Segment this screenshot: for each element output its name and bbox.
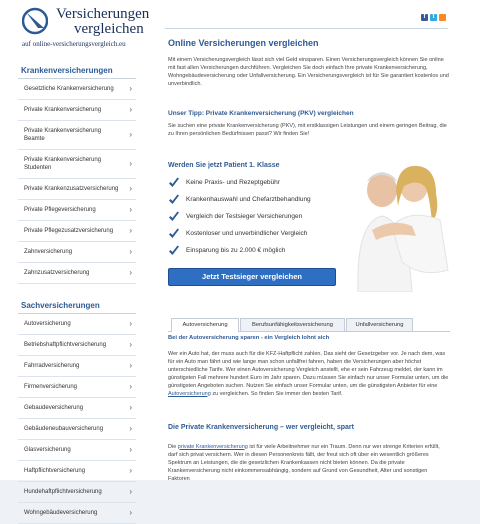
sidebar-item-pkv-beamte[interactable] <box>18 121 136 150</box>
sidebar-item-zahnzusatzversicherung[interactable] <box>18 263 136 284</box>
sidebar-item-gesetzliche-krankenversicherung[interactable] <box>18 79 136 100</box>
sidebar-item-label: Private Krankenversicherung Studenten <box>24 157 102 171</box>
chevron-right-icon: › <box>129 184 132 193</box>
header-divider <box>165 28 448 29</box>
chevron-right-icon: › <box>129 466 132 475</box>
sidebar-heading-kranken: Krankenversicherungen <box>18 64 136 79</box>
chevron-right-icon: › <box>129 508 132 517</box>
tab-panel-paragraph <box>168 350 450 398</box>
sidebar-item-label: Private Pflegeversicherung <box>24 207 96 213</box>
tab-berufsunfähigkeitsversicherung[interactable]: Berufsunfähigkeitsversicherung <box>240 318 345 331</box>
pkv-text-before: Die <box>168 443 177 450</box>
sidebar-item-gebaudeneubau[interactable] <box>18 419 136 440</box>
private-krankenversicherung-link[interactable]: private Krankenversicherung <box>177 443 248 450</box>
sidebar-item-glasversicherung[interactable] <box>18 440 136 461</box>
couple-photo <box>352 160 450 292</box>
sidebar-item-wohngebaude[interactable] <box>18 503 136 524</box>
chevron-right-icon: › <box>129 130 132 139</box>
chevron-right-icon: › <box>129 424 132 433</box>
tipp-heading: Unser Tipp: Private Krankenversicherung (PKV) vergleichen <box>168 110 354 117</box>
promo-heading: Werden Sie jetzt Patient 1. Klasse <box>168 162 280 169</box>
tab-panel-text-after: zu vergleichen. So finden Sie immer den besten Tarif. <box>212 390 343 397</box>
sidebar-item-autoversicherung[interactable] <box>18 314 136 335</box>
autoversicherung-link[interactable]: Autoversicherung <box>168 390 211 397</box>
checkmark-icon <box>168 211 180 223</box>
sidebar-item-pflegezusatzversicherung[interactable] <box>18 221 136 242</box>
sidebar-item-hundehaftpflicht[interactable] <box>18 482 136 503</box>
sidebar-item-label: Gebaudeversicherung <box>24 405 84 411</box>
sidebar-item-label: Gebäudeneubauversicherung <box>24 426 104 432</box>
logo-title-line1: Versicherungen <box>56 6 150 22</box>
sidebar-item-label: Private Krankenversicherung Beamte <box>24 128 102 142</box>
sidebar-item-pflegeversicherung[interactable] <box>18 200 136 221</box>
twitter-icon[interactable]: t <box>430 14 437 21</box>
checkmark-icon <box>168 177 180 189</box>
compare-testsieger-button[interactable]: Jetzt Testsieger vergleichen <box>168 268 336 286</box>
sidebar-item-label: Hundehaftpflichtversicherung <box>24 489 102 495</box>
facebook-icon[interactable]: f <box>421 14 428 21</box>
insurance-tabs <box>168 318 450 332</box>
sidebar-item-betriebshaftpflicht[interactable] <box>18 335 136 356</box>
chevron-right-icon: › <box>129 487 132 496</box>
sidebar-item-label: Autoversicherung <box>24 321 71 327</box>
benefit-label: Vergleich der Testsieger Versicherungen <box>186 213 303 220</box>
logo-url: auf online-versicherungsvergleich.eu <box>22 40 126 48</box>
tab-autoversicherung[interactable]: Autoversicherung <box>171 318 239 332</box>
sidebar-list-kranken <box>18 79 136 284</box>
tab-unfallversicherung[interactable]: Unfallversicherung <box>346 318 413 331</box>
chevron-right-icon: › <box>129 403 132 412</box>
sidebar-list-sach <box>18 314 136 524</box>
sidebar-item-label: Fahrradversicherung <box>24 363 80 369</box>
sidebar-item-haftpflicht[interactable] <box>18 461 136 482</box>
sidebar-item-label: Private Pflegezusatzversicherung <box>24 228 114 234</box>
sidebar-item-pkv-studenten[interactable] <box>18 150 136 179</box>
checkmark-icon <box>168 245 180 257</box>
sidebar-item-label: Private Krankenversicherung <box>24 107 102 113</box>
chevron-right-icon: › <box>129 84 132 93</box>
sidebar-item-label: Zahnzusatzversicherung <box>24 270 90 276</box>
sidebar-item-label: Zahnversicherung <box>24 249 73 255</box>
sidebar-item-fahrradversicherung[interactable] <box>18 356 136 377</box>
pkv-text-after: ist für viele Arbeitnehmer nur ein Traum. Denn nur wer strenge Kriterien erfüllt, darf sich privat versichern. Wer in diesen Personenkreis fällt, der freut sich oft über ein wesentlich größeres Spektrum an Leistungen, die die gesetzlichen Krankenkassen nicht bieten können. Da die private Krankenversicherung nicht einkommensabhängig, sondern auf Grund von Gesundheit, Alter und sonstigen Faktoren <box>168 443 440 482</box>
benefit-label: Kostenloser und unverbindlicher Vergleich <box>186 230 308 237</box>
tab-panel-heading: Bei der Autoversicherung sparen - ein Vergleich lohnt sich <box>168 335 330 341</box>
tab-panel-text-before: Wer ein Auto hat, der muss auch für die KFZ-Haftpflicht zahlen. Das sieht der Gesetzgeber vor. Je nach dem, was für ein Auto man fährt und wie lange man schon unfallfrei fahren, haben die Versicherungen aber höchst unterschiedliche Tarife. Wer einen Autoversicherung Vergleich anstellt, ehe er sein Fahrzeug meldet, der kann im günstigsten Fall mehrere hundert Euro im Jahr sparen. Dazu müssen Sie einfach nur unser Formular unten, um die günstigsten Angeboten suchen. Nutzen Sie einfach unser Formular unten, um die günstigsten Anbieter für eine <box>168 350 449 389</box>
sidebar-item-label: Firmenversicherung <box>24 384 78 390</box>
benefit-label: Einsparung bis zu 2.000 € möglich <box>186 247 286 254</box>
sidebar <box>18 64 136 524</box>
site-logo[interactable] <box>22 6 162 50</box>
checkmark-icon <box>168 194 180 206</box>
chevron-right-icon: › <box>129 247 132 256</box>
chevron-right-icon: › <box>129 319 132 328</box>
benefit-label: Keine Praxis- und Rezeptgebühr <box>186 179 280 186</box>
intro-paragraph: Mit einem Versicherungsvergleich lässt sich viel Geld einsparen. Einen Versicherungsvergleich können Sie online mit fast allen Versicherungen durchführen. Vergleichen Sie doch einfach Ihre private Krankenversicherung, Wohngebäudeversicherung oder Unfallversicherung. Ein Versicherungsvergleich ist für Sie garantiert kostenlos und unverbindlich. <box>168 57 449 87</box>
sidebar-item-label: Wohngebäudeversicherung <box>24 510 98 516</box>
main-content <box>168 38 450 482</box>
page-title: Online Versicherungen vergleichen <box>168 38 319 48</box>
chevron-right-icon: › <box>129 340 132 349</box>
logo-title-line2: vergleichen <box>74 21 144 37</box>
chevron-right-icon: › <box>129 159 132 168</box>
sidebar-item-label: Glasversicherung <box>24 447 71 453</box>
sidebar-item-gebaudeversicherung[interactable] <box>18 398 136 419</box>
chevron-right-icon: › <box>129 226 132 235</box>
sidebar-item-zahnversicherung[interactable] <box>18 242 136 263</box>
sidebar-heading-sach: Sachversicherungen <box>18 299 136 314</box>
sidebar-item-label: Private Krankenzusatzversicherung <box>24 186 119 192</box>
sidebar-item-label: Gesetzliche Krankenversicherung <box>24 86 114 92</box>
promo-box <box>168 154 450 294</box>
pkv-heading: Die Private Krankenversicherung – wer vergleicht, spart <box>168 424 354 431</box>
benefit-label: Krankenhauswahl und Chefarztbehandlung <box>186 196 311 203</box>
chevron-right-icon: › <box>129 361 132 370</box>
logo-arrow-icon <box>22 6 48 36</box>
sidebar-item-label: Haftpflichtversicherung <box>24 468 86 474</box>
chevron-right-icon: › <box>129 105 132 114</box>
rss-icon[interactable] <box>439 14 446 21</box>
sidebar-item-label: Betriebshaftpflichtversicherung <box>24 342 107 348</box>
sidebar-item-private-krankenversicherung[interactable] <box>18 100 136 121</box>
chevron-right-icon: › <box>129 205 132 214</box>
checkmark-icon <box>168 228 180 240</box>
pkv-paragraph <box>168 443 450 483</box>
chevron-right-icon: › <box>129 445 132 454</box>
tipp-paragraph: Sie suchen eine private Krankenversicherung (PKV), mit erstklassigen Leistungen und einem geringen Beitrag, die zu Ihren persönlichen Bedürfnissen passt? Wir finden Sie! <box>168 123 447 137</box>
sidebar-item-krankenzusatzversicherung[interactable] <box>18 179 136 200</box>
sidebar-item-firmenversicherung[interactable] <box>18 377 136 398</box>
chevron-right-icon: › <box>129 268 132 277</box>
chevron-right-icon: › <box>129 382 132 391</box>
